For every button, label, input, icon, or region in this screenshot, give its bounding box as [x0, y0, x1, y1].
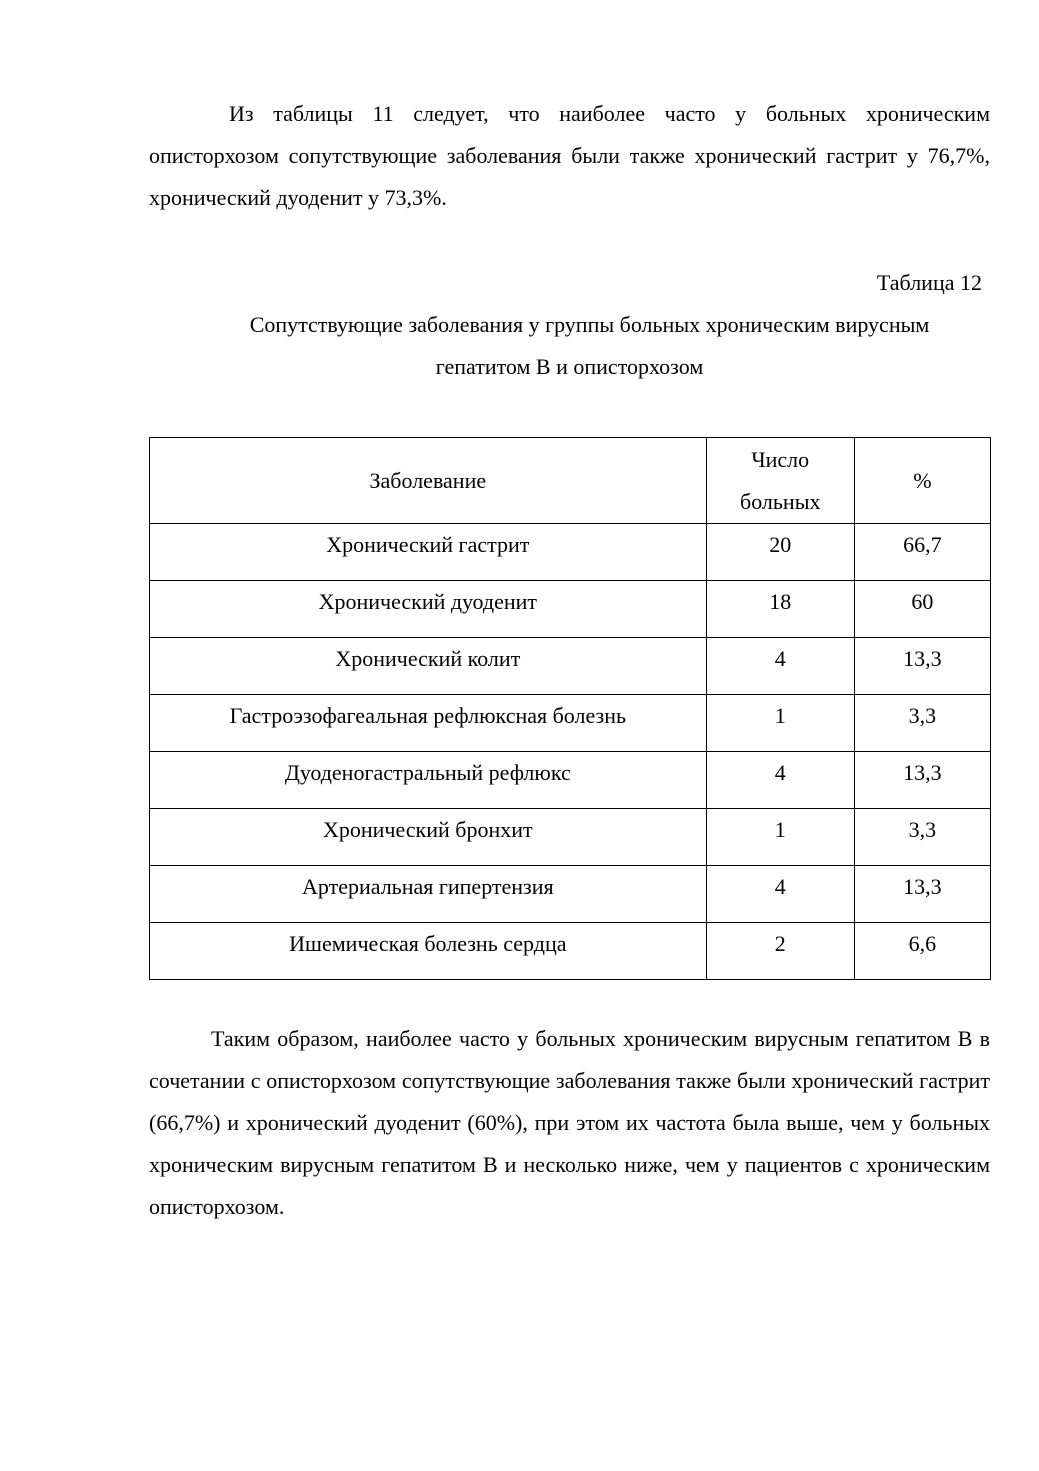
cell-disease: Хронический бронхит: [150, 809, 707, 866]
table-row: [150, 581, 991, 638]
table-caption: [149, 304, 990, 388]
cell-count: 4: [706, 752, 854, 809]
cell-disease: Дуоденогастральный рефлюкс: [150, 752, 707, 809]
cell-count: 2: [706, 923, 854, 980]
header-count-line-2: больных: [740, 488, 821, 514]
cell-count: 20: [706, 524, 854, 581]
cell-disease: Хронический гастрит: [150, 524, 707, 581]
table-number: Таблица 12: [876, 270, 982, 295]
table-header-row: [150, 438, 991, 524]
cell-percent: 3,3: [854, 809, 990, 866]
table-row: [150, 524, 991, 581]
table-row: [150, 923, 991, 980]
header-count-line-1: Число: [751, 446, 810, 472]
table-caption-line-2: гепатитом В и описторхозом: [435, 354, 704, 379]
cell-count: 1: [706, 809, 854, 866]
cell-percent: 60: [854, 581, 990, 638]
cell-count: 18: [706, 581, 854, 638]
cell-disease: Артериальная гипертензия: [150, 866, 707, 923]
table-row: [150, 866, 991, 923]
intro-paragraph: Из таблицы 11 следует, что наиболее часто у больных хроническим описторхозом сопутствующие заболевания были также хронический гастрит у 76,7%, хронический дуоденит у 73,3%.: [149, 101, 990, 210]
cell-disease: Гастроэзофагеальная рефлюксная болезнь: [150, 695, 707, 752]
cell-count: 4: [706, 866, 854, 923]
header-percent: %: [854, 438, 990, 524]
cell-disease: Ишемическая болезнь сердца: [150, 923, 707, 980]
cell-percent: 13,3: [854, 866, 990, 923]
table-row: [150, 638, 991, 695]
table-caption-line-1: Сопутствующие заболевания у группы больных хроническим вирусным: [249, 312, 930, 337]
cell-percent: 13,3: [854, 752, 990, 809]
cell-percent: 13,3: [854, 638, 990, 695]
table-row: [150, 695, 991, 752]
cell-count: 4: [706, 638, 854, 695]
table-row: [150, 809, 991, 866]
cell-disease: Хронический дуоденит: [150, 581, 707, 638]
cell-percent: 66,7: [854, 524, 990, 581]
header-count: [706, 438, 854, 524]
cell-percent: 6,6: [854, 923, 990, 980]
header-disease: Заболевание: [150, 438, 707, 524]
comorbidity-table: [149, 437, 991, 980]
table-row: [150, 752, 991, 809]
cell-count: 1: [706, 695, 854, 752]
cell-percent: 3,3: [854, 695, 990, 752]
conclusion-paragraph: Таким образом, наиболее часто у больных хроническим вирусным гепатитом В в сочетании с описторхозом сопутствующие заболевания также были хронический гастрит (66,7%) и хронический дуоденит (60%), при этом их частота была выше, чем у больных хроническим вирусным гепатитом В и несколько ниже, чем у пациентов с хроническим описторхозом.: [149, 1026, 990, 1219]
cell-disease: Хронический колит: [150, 638, 707, 695]
